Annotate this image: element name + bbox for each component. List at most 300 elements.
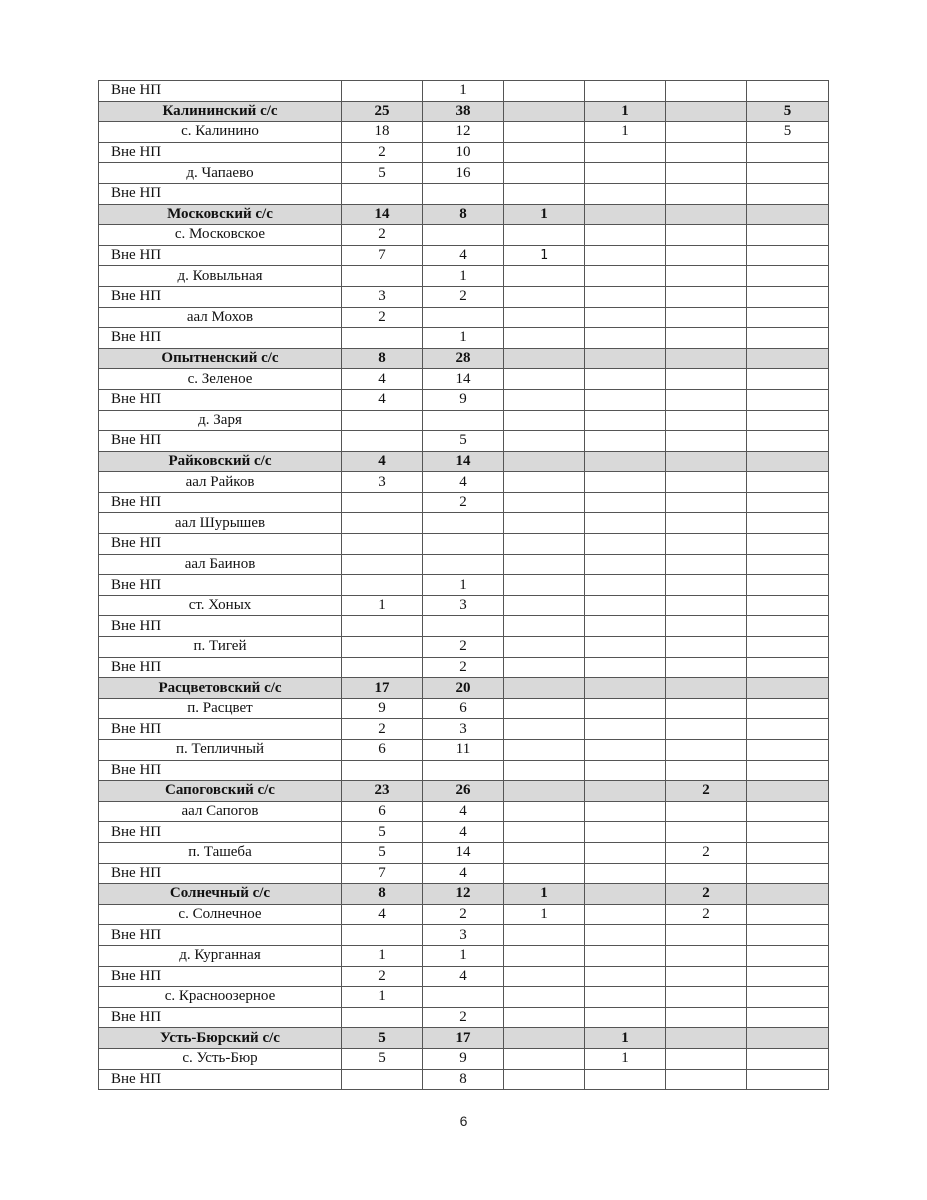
- value-cell: [747, 204, 829, 225]
- value-cell: [342, 637, 423, 658]
- table-row: [99, 966, 829, 987]
- table-row: [99, 307, 829, 328]
- value-cell: [585, 204, 666, 225]
- value-cell: [504, 225, 585, 246]
- value-cell: 1: [504, 884, 585, 905]
- value-cell: [423, 616, 504, 637]
- value-cell: 1: [342, 595, 423, 616]
- value-cell: [747, 328, 829, 349]
- value-cell: [666, 122, 747, 143]
- value-cell: [585, 637, 666, 658]
- value-cell: [504, 431, 585, 452]
- value-cell: 5: [342, 842, 423, 863]
- value-cell: [585, 698, 666, 719]
- value-cell: [666, 183, 747, 204]
- value-cell: 5: [342, 1048, 423, 1069]
- table-row: [99, 163, 829, 184]
- value-cell: [423, 760, 504, 781]
- value-cell: [747, 575, 829, 596]
- value-cell: [666, 719, 747, 740]
- value-cell: 4: [423, 245, 504, 266]
- table-row: [99, 81, 829, 102]
- value-cell: [504, 183, 585, 204]
- row-name-cell: с. Солнечное: [99, 904, 342, 925]
- row-name-cell: Вне НП: [99, 81, 342, 102]
- table-row-group: [99, 451, 829, 472]
- table-row: [99, 719, 829, 740]
- value-cell: [423, 513, 504, 534]
- value-cell: [504, 740, 585, 761]
- row-name-cell: Вне НП: [99, 657, 342, 678]
- value-cell: [666, 348, 747, 369]
- value-cell: [504, 410, 585, 431]
- value-cell: 1: [342, 987, 423, 1008]
- value-cell: 26: [423, 781, 504, 802]
- value-cell: 1: [585, 1028, 666, 1049]
- value-cell: [423, 410, 504, 431]
- table-row: [99, 369, 829, 390]
- value-cell: 17: [342, 678, 423, 699]
- value-cell: [585, 657, 666, 678]
- value-cell: [666, 513, 747, 534]
- table-row: [99, 513, 829, 534]
- value-cell: 5: [342, 822, 423, 843]
- value-cell: [747, 842, 829, 863]
- value-cell: 4: [342, 451, 423, 472]
- table-row: [99, 575, 829, 596]
- value-cell: [666, 1048, 747, 1069]
- value-cell: [747, 698, 829, 719]
- value-cell: 1: [423, 945, 504, 966]
- value-cell: 8: [342, 884, 423, 905]
- value-cell: [504, 925, 585, 946]
- row-name-cell: аал Сапогов: [99, 801, 342, 822]
- row-name-cell: Вне НП: [99, 822, 342, 843]
- value-cell: 20: [423, 678, 504, 699]
- table-row: [99, 637, 829, 658]
- value-cell: [747, 472, 829, 493]
- value-cell: 2: [423, 904, 504, 925]
- value-cell: [666, 163, 747, 184]
- row-name-cell: Сапоговский с/с: [99, 781, 342, 802]
- value-cell: 1: [585, 101, 666, 122]
- value-cell: [747, 513, 829, 534]
- table-row: [99, 225, 829, 246]
- table-row: [99, 328, 829, 349]
- value-cell: [666, 554, 747, 575]
- table-row: [99, 266, 829, 287]
- table-body: [99, 81, 829, 1090]
- value-cell: [585, 513, 666, 534]
- value-cell: 4: [423, 822, 504, 843]
- row-name-cell: с. Московское: [99, 225, 342, 246]
- row-name-cell: аал Баинов: [99, 554, 342, 575]
- row-name-cell: Вне НП: [99, 328, 342, 349]
- value-cell: 23: [342, 781, 423, 802]
- value-cell: 4: [423, 863, 504, 884]
- table-row: [99, 472, 829, 493]
- value-cell: [666, 451, 747, 472]
- value-cell: [666, 142, 747, 163]
- row-name-cell: Московский с/с: [99, 204, 342, 225]
- value-cell: [747, 863, 829, 884]
- value-cell: 1: [423, 575, 504, 596]
- value-cell: 2: [342, 225, 423, 246]
- value-cell: [342, 1069, 423, 1090]
- value-cell: [504, 595, 585, 616]
- value-cell: 1: [423, 328, 504, 349]
- row-name-cell: Вне НП: [99, 616, 342, 637]
- value-cell: [585, 719, 666, 740]
- value-cell: [342, 431, 423, 452]
- value-cell: [504, 266, 585, 287]
- row-name-cell: Вне НП: [99, 286, 342, 307]
- value-cell: [666, 760, 747, 781]
- value-cell: [666, 966, 747, 987]
- value-cell: [585, 842, 666, 863]
- table-row: [99, 122, 829, 143]
- table-row-group: [99, 348, 829, 369]
- value-cell: 1: [423, 266, 504, 287]
- value-cell: [747, 637, 829, 658]
- value-cell: 9: [423, 389, 504, 410]
- value-cell: [423, 534, 504, 555]
- value-cell: [747, 925, 829, 946]
- value-cell: [585, 740, 666, 761]
- value-cell: 7: [342, 245, 423, 266]
- value-cell: [666, 637, 747, 658]
- value-cell: [585, 575, 666, 596]
- value-cell: [342, 760, 423, 781]
- value-cell: [747, 410, 829, 431]
- value-cell: [747, 286, 829, 307]
- value-cell: 2: [666, 884, 747, 905]
- value-cell: [747, 1069, 829, 1090]
- value-cell: 14: [423, 369, 504, 390]
- table-row: [99, 410, 829, 431]
- row-name-cell: Вне НП: [99, 1069, 342, 1090]
- value-cell: 2: [666, 781, 747, 802]
- value-cell: 1: [504, 204, 585, 225]
- row-name-cell: Расцветовский с/с: [99, 678, 342, 699]
- row-name-cell: Вне НП: [99, 1007, 342, 1028]
- value-cell: [747, 369, 829, 390]
- value-cell: 1: [342, 945, 423, 966]
- value-cell: 11: [423, 740, 504, 761]
- value-cell: [342, 616, 423, 637]
- value-cell: [666, 101, 747, 122]
- value-cell: 1: [504, 245, 585, 266]
- value-cell: 1: [504, 904, 585, 925]
- row-name-cell: аал Шурышев: [99, 513, 342, 534]
- value-cell: [585, 534, 666, 555]
- value-cell: 5: [342, 163, 423, 184]
- table-row: [99, 595, 829, 616]
- value-cell: [342, 410, 423, 431]
- table-row: [99, 740, 829, 761]
- value-cell: [666, 410, 747, 431]
- value-cell: [747, 163, 829, 184]
- value-cell: 2: [342, 719, 423, 740]
- value-cell: [585, 492, 666, 513]
- table-row: [99, 1069, 829, 1090]
- value-cell: [585, 1069, 666, 1090]
- value-cell: [666, 678, 747, 699]
- table-row: [99, 945, 829, 966]
- value-cell: 3: [423, 595, 504, 616]
- value-cell: 38: [423, 101, 504, 122]
- value-cell: [666, 286, 747, 307]
- value-cell: [504, 513, 585, 534]
- value-cell: [504, 678, 585, 699]
- value-cell: [504, 760, 585, 781]
- value-cell: [504, 1007, 585, 1028]
- table-row: [99, 925, 829, 946]
- value-cell: 1: [585, 122, 666, 143]
- value-cell: 25: [342, 101, 423, 122]
- value-cell: [666, 698, 747, 719]
- value-cell: [585, 142, 666, 163]
- table-row-group: [99, 678, 829, 699]
- value-cell: 6: [342, 801, 423, 822]
- value-cell: [423, 307, 504, 328]
- value-cell: [504, 1028, 585, 1049]
- value-cell: [747, 183, 829, 204]
- value-cell: 3: [423, 719, 504, 740]
- row-name-cell: Вне НП: [99, 966, 342, 987]
- value-cell: [342, 657, 423, 678]
- value-cell: 5: [747, 122, 829, 143]
- value-cell: [666, 431, 747, 452]
- value-cell: 2: [342, 966, 423, 987]
- value-cell: [747, 781, 829, 802]
- value-cell: [585, 1007, 666, 1028]
- table-row: [99, 801, 829, 822]
- value-cell: [585, 472, 666, 493]
- table-row-group: [99, 1028, 829, 1049]
- row-name-cell: Калининский с/с: [99, 101, 342, 122]
- table-row: [99, 863, 829, 884]
- row-name-cell: Вне НП: [99, 760, 342, 781]
- value-cell: 6: [423, 698, 504, 719]
- value-cell: [504, 472, 585, 493]
- value-cell: [342, 81, 423, 102]
- value-cell: [585, 369, 666, 390]
- value-cell: [585, 616, 666, 637]
- value-cell: [585, 348, 666, 369]
- value-cell: 2: [423, 637, 504, 658]
- table-row: [99, 286, 829, 307]
- table-row: [99, 431, 829, 452]
- value-cell: [747, 595, 829, 616]
- value-cell: 14: [423, 842, 504, 863]
- value-cell: [585, 760, 666, 781]
- value-cell: [504, 657, 585, 678]
- row-name-cell: с. Красноозерное: [99, 987, 342, 1008]
- table-row: [99, 842, 829, 863]
- value-cell: [342, 1007, 423, 1028]
- table-row: [99, 389, 829, 410]
- value-cell: [342, 534, 423, 555]
- value-cell: [504, 163, 585, 184]
- value-cell: [504, 534, 585, 555]
- row-name-cell: Вне НП: [99, 389, 342, 410]
- value-cell: [666, 987, 747, 1008]
- value-cell: 8: [423, 204, 504, 225]
- value-cell: [585, 245, 666, 266]
- row-name-cell: Вне НП: [99, 575, 342, 596]
- value-cell: [666, 389, 747, 410]
- table-row: [99, 987, 829, 1008]
- row-name-cell: Вне НП: [99, 719, 342, 740]
- value-cell: 2: [423, 286, 504, 307]
- value-cell: [504, 1048, 585, 1069]
- value-cell: 4: [423, 966, 504, 987]
- value-cell: [747, 904, 829, 925]
- value-cell: [504, 719, 585, 740]
- row-name-cell: Вне НП: [99, 142, 342, 163]
- settlement-statistics-table: [98, 80, 829, 1090]
- row-name-cell: Вне НП: [99, 431, 342, 452]
- value-cell: [585, 925, 666, 946]
- value-cell: [747, 389, 829, 410]
- value-cell: [666, 369, 747, 390]
- value-cell: [747, 266, 829, 287]
- table-row: [99, 534, 829, 555]
- row-name-cell: Вне НП: [99, 183, 342, 204]
- row-name-cell: Вне НП: [99, 492, 342, 513]
- row-name-cell: Вне НП: [99, 863, 342, 884]
- value-cell: 14: [342, 204, 423, 225]
- value-cell: [585, 431, 666, 452]
- value-cell: [747, 678, 829, 699]
- row-name-cell: д. Заря: [99, 410, 342, 431]
- value-cell: [666, 534, 747, 555]
- value-cell: 6: [342, 740, 423, 761]
- value-cell: [666, 1069, 747, 1090]
- row-name-cell: Вне НП: [99, 534, 342, 555]
- value-cell: 3: [342, 472, 423, 493]
- value-cell: [585, 678, 666, 699]
- value-cell: [747, 657, 829, 678]
- value-cell: [585, 307, 666, 328]
- value-cell: [747, 81, 829, 102]
- value-cell: [666, 740, 747, 761]
- row-name-cell: п. Тепличный: [99, 740, 342, 761]
- value-cell: 9: [342, 698, 423, 719]
- table-row: [99, 142, 829, 163]
- value-cell: 2: [666, 842, 747, 863]
- value-cell: [666, 657, 747, 678]
- table-row: [99, 1048, 829, 1069]
- table-row: [99, 245, 829, 266]
- value-cell: [504, 616, 585, 637]
- value-cell: 14: [423, 451, 504, 472]
- value-cell: [747, 245, 829, 266]
- value-cell: [666, 945, 747, 966]
- table-row: [99, 183, 829, 204]
- value-cell: [585, 966, 666, 987]
- value-cell: 2: [423, 1007, 504, 1028]
- row-name-cell: Райковский с/с: [99, 451, 342, 472]
- value-cell: [504, 637, 585, 658]
- value-cell: [666, 925, 747, 946]
- value-cell: 5: [342, 1028, 423, 1049]
- table-row-group: [99, 101, 829, 122]
- value-cell: [342, 554, 423, 575]
- value-cell: [423, 554, 504, 575]
- row-name-cell: ст. Хоных: [99, 595, 342, 616]
- value-cell: [666, 225, 747, 246]
- value-cell: [504, 348, 585, 369]
- value-cell: [747, 554, 829, 575]
- row-name-cell: Вне НП: [99, 245, 342, 266]
- row-name-cell: п. Тигей: [99, 637, 342, 658]
- row-name-cell: с. Калинино: [99, 122, 342, 143]
- value-cell: 10: [423, 142, 504, 163]
- value-cell: [747, 616, 829, 637]
- value-cell: 2: [423, 492, 504, 513]
- value-cell: [504, 987, 585, 1008]
- value-cell: [585, 81, 666, 102]
- value-cell: 4: [423, 801, 504, 822]
- value-cell: [666, 1007, 747, 1028]
- table-row: [99, 492, 829, 513]
- table-row-group: [99, 781, 829, 802]
- value-cell: [747, 719, 829, 740]
- row-name-cell: Усть-Бюрский с/с: [99, 1028, 342, 1049]
- value-cell: 2: [342, 142, 423, 163]
- value-cell: [504, 389, 585, 410]
- value-cell: [666, 595, 747, 616]
- value-cell: [585, 554, 666, 575]
- value-cell: 4: [342, 389, 423, 410]
- value-cell: [747, 225, 829, 246]
- row-name-cell: п. Ташеба: [99, 842, 342, 863]
- row-name-cell: аал Райков: [99, 472, 342, 493]
- table-row: [99, 760, 829, 781]
- value-cell: [666, 863, 747, 884]
- value-cell: 5: [423, 431, 504, 452]
- value-cell: [747, 760, 829, 781]
- value-cell: [747, 1028, 829, 1049]
- value-cell: 16: [423, 163, 504, 184]
- value-cell: 2: [666, 904, 747, 925]
- value-cell: [585, 225, 666, 246]
- value-cell: [423, 987, 504, 1008]
- page-number: 6: [459, 1113, 468, 1129]
- table-row: [99, 657, 829, 678]
- value-cell: [504, 328, 585, 349]
- value-cell: [342, 575, 423, 596]
- value-cell: [747, 451, 829, 472]
- value-cell: [585, 822, 666, 843]
- value-cell: [585, 410, 666, 431]
- value-cell: [585, 266, 666, 287]
- row-name-cell: аал Мохов: [99, 307, 342, 328]
- value-cell: [585, 328, 666, 349]
- value-cell: [342, 925, 423, 946]
- value-cell: [504, 575, 585, 596]
- table-row: [99, 904, 829, 925]
- row-name-cell: с. Усть-Бюр: [99, 1048, 342, 1069]
- value-cell: 5: [747, 101, 829, 122]
- row-name-cell: Солнечный с/с: [99, 884, 342, 905]
- value-cell: [342, 328, 423, 349]
- value-cell: [585, 595, 666, 616]
- value-cell: 2: [342, 307, 423, 328]
- value-cell: [666, 616, 747, 637]
